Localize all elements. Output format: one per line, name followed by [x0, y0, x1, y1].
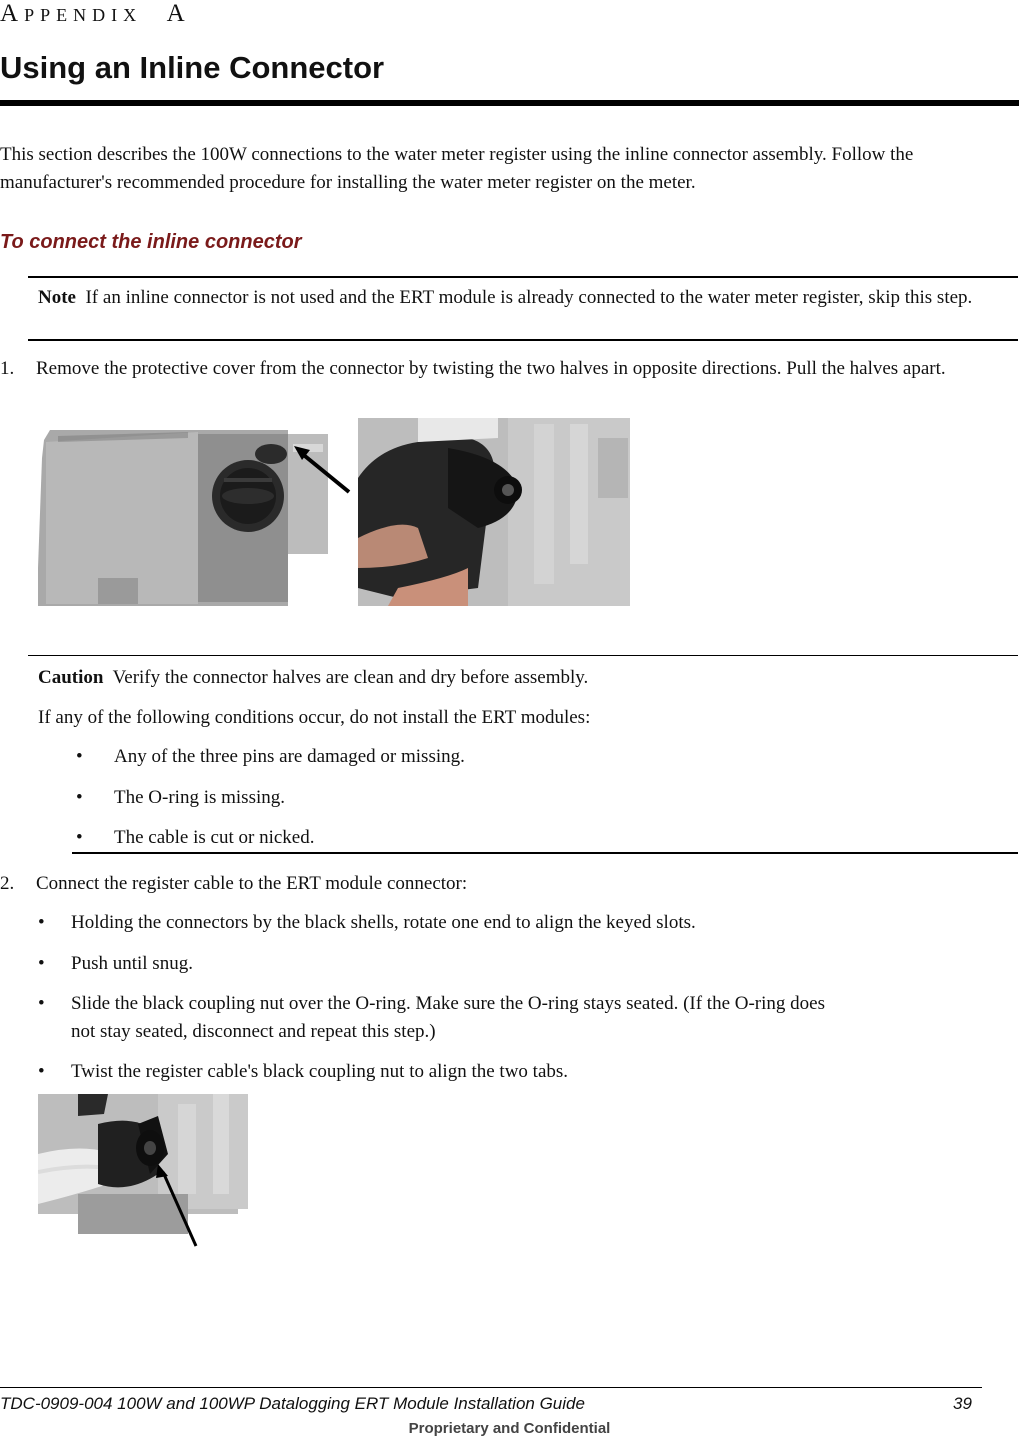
step-2-text: Connect the register cable to the ERT module connector:: [36, 873, 468, 894]
condition-item: • Any of the three pins are damaged or missing.: [76, 743, 976, 771]
procedure-heading: To connect the inline connector: [0, 231, 302, 253]
footer-rule: [0, 1387, 982, 1388]
caution-line: [38, 664, 998, 692]
step-2-number: 2.: [0, 873, 15, 894]
bullet-icon: •: [76, 746, 83, 767]
bullet-icon: •: [38, 953, 45, 974]
note-top-rule: [28, 276, 1018, 278]
step-2: [0, 870, 1015, 900]
note-text: If an inline connector is not used and the ERT module is already connected to the water meter register, skip this step.: [85, 287, 973, 308]
appendix-label: APPENDIX A: [0, 0, 191, 27]
page-number: 39: [953, 1394, 972, 1413]
step-1: [0, 355, 1015, 415]
footer-doc-title: TDC-0909-004 100W and 100WP Datalogging ERT Module Installation Guide: [0, 1394, 585, 1413]
bullet-icon: •: [38, 993, 45, 1014]
conditions-intro: If any of the following conditions occur, do not install the ERT modules:: [38, 707, 591, 728]
note-bottom-rule: [28, 339, 1018, 341]
bullet-icon: •: [38, 1061, 45, 1082]
page-title: Using an Inline Connector: [0, 50, 385, 85]
intro-paragraph: This section describes the 100W connections to the water meter register using the inline connector assembly. Follow the manufacturer's recommended procedure for installing the water meter register on the meter.: [0, 144, 914, 193]
caution-text: Verify the connector halves are clean and dry before assembly.: [112, 667, 589, 688]
photo-removing-cover: [358, 418, 630, 606]
step-1-text: Remove the protective cover from the connector by twisting the two halves in opposite directions. Pull the halves apart.: [36, 358, 946, 379]
bullet-icon: •: [76, 787, 83, 808]
title-divider: [0, 100, 1019, 106]
step-2-bullet: • Push until snug.: [38, 950, 1008, 978]
step-1-number: 1.: [0, 358, 15, 379]
photo-connected-cable: [38, 1094, 256, 1249]
note-label: Note: [38, 287, 76, 308]
step-2-bullet: • Holding the connectors by the black shells, rotate one end to align the keyed slots.: [38, 909, 1008, 937]
note-box: [38, 284, 998, 312]
photo-module-capped-connector: [38, 418, 351, 606]
caution-bottom-rule: [72, 852, 1018, 854]
step-2-bullet: • Twist the register cable's black coupling nut to align the two tabs.: [38, 1058, 1008, 1086]
confidential-notice: Proprietary and Confidential: [408, 1420, 611, 1437]
step-2-bullet: • Slide the black coupling nut over the O-ring. Make sure the O-ring stays seated. (If the O-ring does not stay seated, disconnect and repeat this step.): [38, 990, 1008, 1046]
caution-label: Caution: [38, 667, 104, 688]
bullet-icon: •: [38, 912, 45, 933]
condition-item: • The cable is cut or nicked.: [76, 824, 976, 852]
bullet-icon: •: [76, 827, 83, 848]
caution-top-rule: [28, 655, 1018, 656]
condition-item: • The O-ring is missing.: [76, 784, 976, 812]
